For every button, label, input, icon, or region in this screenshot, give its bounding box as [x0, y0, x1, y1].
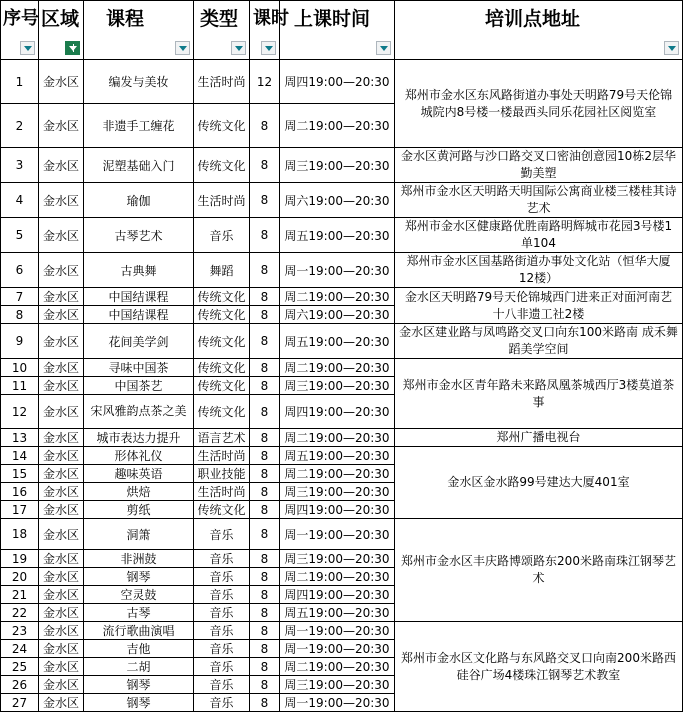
cell-no[interactable]: 12 [1, 395, 39, 429]
cell-time[interactable]: 周二19:00—20:30 [280, 465, 395, 483]
cell-type[interactable]: 音乐 [194, 218, 250, 253]
cell-course[interactable]: 非遗手工缠花 [84, 104, 194, 148]
cell-time[interactable]: 周五19:00—20:30 [280, 447, 395, 465]
cell-type[interactable]: 音乐 [194, 622, 250, 640]
cell-time[interactable]: 周五19:00—20:30 [280, 218, 395, 253]
cell-course[interactable]: 编发与美妆 [84, 60, 194, 104]
cell-time[interactable]: 周三19:00—20:30 [280, 148, 395, 183]
cell-type[interactable]: 传统文化 [194, 395, 250, 429]
table-row [1, 429, 683, 447]
chevron-down-icon [668, 46, 676, 51]
header-time-label: 上课时间 [294, 8, 371, 30]
cell-time[interactable]: 周二19:00—20:30 [280, 429, 395, 447]
cell-no[interactable]: 7 [1, 288, 39, 306]
cell-course[interactable]: 泥塑基础入门 [84, 148, 194, 183]
cell-no[interactable]: 19 [1, 550, 39, 568]
cell-type[interactable]: 传统文化 [194, 377, 250, 395]
cell-hours[interactable]: 8 [250, 395, 280, 429]
cell-hours[interactable]: 8 [250, 324, 280, 359]
header-no [1, 1, 39, 60]
cell-time[interactable]: 周二19:00—20:30 [280, 359, 395, 377]
cell-time[interactable]: 周三19:00—20:30 [280, 550, 395, 568]
cell-course[interactable]: 古典舞 [84, 253, 194, 288]
cell-course[interactable]: 城市表达力提升 [84, 429, 194, 447]
cell-district[interactable]: 金水区 [39, 60, 84, 104]
table-row [1, 183, 683, 218]
cell-type[interactable]: 生活时尚 [194, 483, 250, 501]
cell-time[interactable]: 周二19:00—20:30 [280, 658, 395, 676]
filter-dropdown-no[interactable] [20, 41, 35, 55]
table-row [1, 519, 683, 550]
table-row [1, 447, 683, 465]
cell-district[interactable]: 金水区 [39, 640, 84, 658]
header-type-label: 类型 [200, 8, 239, 30]
cell-hours[interactable]: 8 [250, 694, 280, 712]
cell-time[interactable]: 周四19:00—20:30 [280, 395, 395, 429]
cell-hours[interactable]: 8 [250, 550, 280, 568]
cell-time[interactable]: 周一19:00—20:30 [280, 640, 395, 658]
cell-district[interactable]: 金水区 [39, 429, 84, 447]
cell-hours[interactable]: 8 [250, 306, 280, 324]
cell-time[interactable]: 周六19:00—20:30 [280, 306, 395, 324]
cell-district[interactable]: 金水区 [39, 288, 84, 306]
table-row [1, 218, 683, 253]
cell-district[interactable]: 金水区 [39, 148, 84, 183]
header-hours-label: 课时 [253, 8, 289, 29]
chevron-down-icon [265, 46, 273, 51]
cell-hours[interactable]: 8 [250, 658, 280, 676]
cell-no[interactable]: 23 [1, 622, 39, 640]
table-row [1, 60, 683, 104]
cell-type[interactable]: 音乐 [194, 640, 250, 658]
cell-type[interactable]: 舞蹈 [194, 253, 250, 288]
cell-hours[interactable]: 8 [250, 640, 280, 658]
table-row [1, 288, 683, 306]
cell-address[interactable]: 郑州市金水区丰庆路博颂路东200米路南珠江钢琴艺术 [395, 519, 683, 622]
cell-time[interactable]: 周三19:00—20:30 [280, 377, 395, 395]
cell-no[interactable]: 24 [1, 640, 39, 658]
cell-course[interactable]: 形体礼仪 [84, 447, 194, 465]
cell-course[interactable]: 钢琴 [84, 568, 194, 586]
cell-course[interactable]: 剪纸 [84, 501, 194, 519]
cell-time[interactable]: 周三19:00—20:30 [280, 483, 395, 501]
chevron-down-icon [24, 46, 32, 51]
header-district-label: 区域 [41, 8, 80, 30]
cell-course[interactable]: 趣味英语 [84, 465, 194, 483]
cell-no[interactable]: 9 [1, 324, 39, 359]
cell-course[interactable]: 洞箫 [84, 519, 194, 550]
cell-district[interactable]: 金水区 [39, 501, 84, 519]
header-row [1, 1, 683, 60]
cell-type[interactable]: 生活时尚 [194, 60, 250, 104]
cell-type[interactable]: 语言艺术 [194, 429, 250, 447]
cell-no[interactable]: 1 [1, 60, 39, 104]
cell-district[interactable]: 金水区 [39, 377, 84, 395]
cell-district[interactable]: 金水区 [39, 622, 84, 640]
cell-no[interactable]: 2 [1, 104, 39, 148]
filter-dropdown-time[interactable] [376, 41, 391, 55]
cell-time[interactable]: 周二19:00—20:30 [280, 568, 395, 586]
cell-time[interactable]: 周一19:00—20:30 [280, 253, 395, 288]
cell-type[interactable]: 生活时尚 [194, 183, 250, 218]
table-row [1, 359, 683, 377]
cell-course[interactable]: 古琴艺术 [84, 218, 194, 253]
cell-district[interactable]: 金水区 [39, 447, 84, 465]
cell-district[interactable]: 金水区 [39, 465, 84, 483]
cell-address[interactable]: 郑州市金水区国基路街道办事处文化站（恒华大厦12楼） [395, 253, 683, 288]
cell-no[interactable]: 22 [1, 604, 39, 622]
cell-hours[interactable]: 8 [250, 253, 280, 288]
cell-type[interactable]: 音乐 [194, 586, 250, 604]
cell-course[interactable]: 古琴 [84, 604, 194, 622]
cell-type[interactable]: 传统文化 [194, 306, 250, 324]
cell-no[interactable]: 15 [1, 465, 39, 483]
cell-address[interactable]: 郑州市金水区天明路天明国际公寓商业楼三楼桂其诗艺术 [395, 183, 683, 218]
cell-district[interactable]: 金水区 [39, 395, 84, 429]
cell-hours[interactable]: 8 [250, 586, 280, 604]
cell-address[interactable]: 金水区天明路79号天伦锦城西门进来正对面河南艺十八非遗工社2楼 [395, 288, 683, 324]
cell-type[interactable]: 传统文化 [194, 324, 250, 359]
cell-course[interactable]: 中国结课程 [84, 306, 194, 324]
cell-type[interactable]: 音乐 [194, 658, 250, 676]
chevron-down-icon [179, 46, 187, 51]
cell-course[interactable]: 花间美学剑 [84, 324, 194, 359]
cell-no[interactable]: 26 [1, 676, 39, 694]
cell-address[interactable]: 郑州市金水区东风路街道办事处天明路79号天伦锦城院内8号楼一楼最西头同乐花园社区阅览室 [395, 60, 683, 148]
cell-type[interactable]: 职业技能 [194, 465, 250, 483]
filter-dropdown-address[interactable] [664, 41, 679, 55]
cell-no[interactable]: 21 [1, 586, 39, 604]
filter-lines-icon [73, 44, 78, 52]
cell-no[interactable]: 4 [1, 183, 39, 218]
cell-type[interactable]: 音乐 [194, 604, 250, 622]
cell-type[interactable]: 传统文化 [194, 148, 250, 183]
cell-hours[interactable]: 8 [250, 183, 280, 218]
cell-district[interactable]: 金水区 [39, 568, 84, 586]
cell-district[interactable]: 金水区 [39, 604, 84, 622]
cell-no[interactable]: 18 [1, 519, 39, 550]
cell-no[interactable]: 17 [1, 501, 39, 519]
cell-no[interactable]: 8 [1, 306, 39, 324]
cell-time[interactable]: 周一19:00—20:30 [280, 622, 395, 640]
cell-hours[interactable]: 8 [250, 501, 280, 519]
cell-hours[interactable]: 8 [250, 465, 280, 483]
cell-hours[interactable]: 8 [250, 104, 280, 148]
cell-district[interactable]: 金水区 [39, 676, 84, 694]
cell-hours[interactable]: 8 [250, 377, 280, 395]
cell-type[interactable]: 音乐 [194, 519, 250, 550]
cell-type[interactable]: 传统文化 [194, 288, 250, 306]
table-row [1, 253, 683, 288]
cell-course[interactable]: 空灵鼓 [84, 586, 194, 604]
cell-hours[interactable]: 8 [250, 148, 280, 183]
cell-district[interactable]: 金水区 [39, 586, 84, 604]
cell-no[interactable]: 25 [1, 658, 39, 676]
cell-hours[interactable]: 12 [250, 60, 280, 104]
cell-course[interactable]: 非洲鼓 [84, 550, 194, 568]
cell-no[interactable]: 20 [1, 568, 39, 586]
header-no-label: 序号 [3, 8, 39, 29]
cell-type[interactable]: 传统文化 [194, 501, 250, 519]
cell-time[interactable]: 周三19:00—20:30 [280, 676, 395, 694]
cell-time[interactable]: 周四19:00—20:30 [280, 501, 395, 519]
filter-dropdown-course[interactable] [175, 41, 190, 55]
cell-course[interactable]: 寻味中国茶 [84, 359, 194, 377]
cell-address[interactable]: 金水区黄河路与沙口路交叉口密油创意园10栋2层华勤美塑 [395, 148, 683, 183]
cell-course[interactable]: 宋风雅韵点茶之美 [84, 395, 194, 429]
cell-address[interactable]: 郑州市金水区健康路优胜南路明辉城市花园3号楼1单104 [395, 218, 683, 253]
header-district [39, 1, 84, 60]
cell-district[interactable]: 金水区 [39, 253, 84, 288]
cell-course[interactable]: 烘焙 [84, 483, 194, 501]
cell-no[interactable]: 6 [1, 253, 39, 288]
filter-dropdown-hours[interactable] [261, 41, 276, 55]
header-hours [250, 1, 289, 60]
cell-hours[interactable]: 8 [250, 288, 280, 306]
cell-time[interactable]: 周四19:00—20:30 [280, 60, 395, 104]
cell-time[interactable]: 周五19:00—20:30 [280, 604, 395, 622]
cell-course[interactable]: 中国结课程 [84, 288, 194, 306]
cell-district[interactable]: 金水区 [39, 550, 84, 568]
cell-district[interactable]: 金水区 [39, 324, 84, 359]
cell-time[interactable]: 周一19:00—20:30 [280, 694, 395, 712]
cell-hours[interactable]: 8 [250, 359, 280, 377]
cell-address[interactable]: 金水区金水路99号建达大厦401室 [395, 447, 683, 519]
cell-district[interactable]: 金水区 [39, 658, 84, 676]
cell-no[interactable]: 5 [1, 218, 39, 253]
cell-course[interactable]: 流行歌曲演唱 [84, 622, 194, 640]
header-time [280, 1, 395, 60]
header-type [194, 1, 250, 60]
table-row [1, 148, 683, 183]
cell-type[interactable]: 音乐 [194, 568, 250, 586]
cell-time[interactable]: 周五19:00—20:30 [280, 324, 395, 359]
cell-no[interactable]: 27 [1, 694, 39, 712]
cell-type[interactable]: 音乐 [194, 550, 250, 568]
cell-district[interactable]: 金水区 [39, 483, 84, 501]
cell-hours[interactable]: 8 [250, 604, 280, 622]
cell-hours[interactable]: 8 [250, 483, 280, 501]
cell-time[interactable]: 周六19:00—20:30 [280, 183, 395, 218]
cell-hours[interactable]: 8 [250, 622, 280, 640]
cell-no[interactable]: 3 [1, 148, 39, 183]
header-course-label: 课程 [106, 8, 145, 30]
cell-address[interactable]: 金水区建业路与凤鸣路交叉口向东100米路南 成禾舞蹈美学空间 [395, 324, 683, 359]
table-row [1, 622, 683, 640]
cell-district[interactable]: 金水区 [39, 694, 84, 712]
cell-address[interactable]: 郑州广播电视台 [395, 429, 683, 447]
cell-type[interactable]: 音乐 [194, 694, 250, 712]
filter-dropdown-type[interactable] [231, 41, 246, 55]
cell-type[interactable]: 传统文化 [194, 104, 250, 148]
cell-hours[interactable]: 8 [250, 429, 280, 447]
cell-district[interactable]: 金水区 [39, 519, 84, 550]
cell-course[interactable]: 二胡 [84, 658, 194, 676]
header-address [395, 1, 683, 60]
cell-time[interactable]: 周二19:00—20:30 [280, 288, 395, 306]
cell-course[interactable]: 瑜伽 [84, 183, 194, 218]
chevron-down-icon [235, 46, 243, 51]
cell-hours[interactable]: 8 [250, 519, 280, 550]
cell-no[interactable]: 16 [1, 483, 39, 501]
cell-hours[interactable]: 8 [250, 568, 280, 586]
cell-no[interactable]: 11 [1, 377, 39, 395]
cell-district[interactable]: 金水区 [39, 183, 84, 218]
cell-time[interactable]: 周四19:00—20:30 [280, 586, 395, 604]
cell-district[interactable]: 金水区 [39, 359, 84, 377]
cell-no[interactable]: 10 [1, 359, 39, 377]
cell-district[interactable]: 金水区 [39, 104, 84, 148]
cell-hours[interactable]: 8 [250, 447, 280, 465]
cell-no[interactable]: 13 [1, 429, 39, 447]
cell-course[interactable]: 钢琴 [84, 694, 194, 712]
cell-address[interactable]: 郑州市金水区青年路未来路凤凰茶城西厅3楼莫道茶事 [395, 359, 683, 429]
cell-no[interactable]: 14 [1, 447, 39, 465]
chevron-down-icon [380, 46, 388, 51]
cell-hours[interactable]: 8 [250, 218, 280, 253]
cell-address[interactable]: 郑州市金水区文化路与东风路交叉口向南200米路西硅谷广场4楼珠江钢琴艺术教室 [395, 622, 683, 712]
header-course [84, 1, 194, 60]
cell-course[interactable]: 中国茶艺 [84, 377, 194, 395]
header-address-label: 培训点地址 [485, 8, 581, 30]
cell-hours[interactable]: 8 [250, 676, 280, 694]
cell-time[interactable]: 周二19:00—20:30 [280, 104, 395, 148]
filter-dropdown-district[interactable] [65, 41, 80, 55]
cell-type[interactable]: 传统文化 [194, 359, 250, 377]
cell-district[interactable]: 金水区 [39, 218, 84, 253]
cell-type[interactable]: 生活时尚 [194, 447, 250, 465]
cell-time[interactable]: 周一19:00—20:30 [280, 519, 395, 550]
table-row [1, 324, 683, 359]
cell-course[interactable]: 吉他 [84, 640, 194, 658]
cell-district[interactable]: 金水区 [39, 306, 84, 324]
cell-course[interactable]: 钢琴 [84, 676, 194, 694]
cell-type[interactable]: 音乐 [194, 676, 250, 694]
